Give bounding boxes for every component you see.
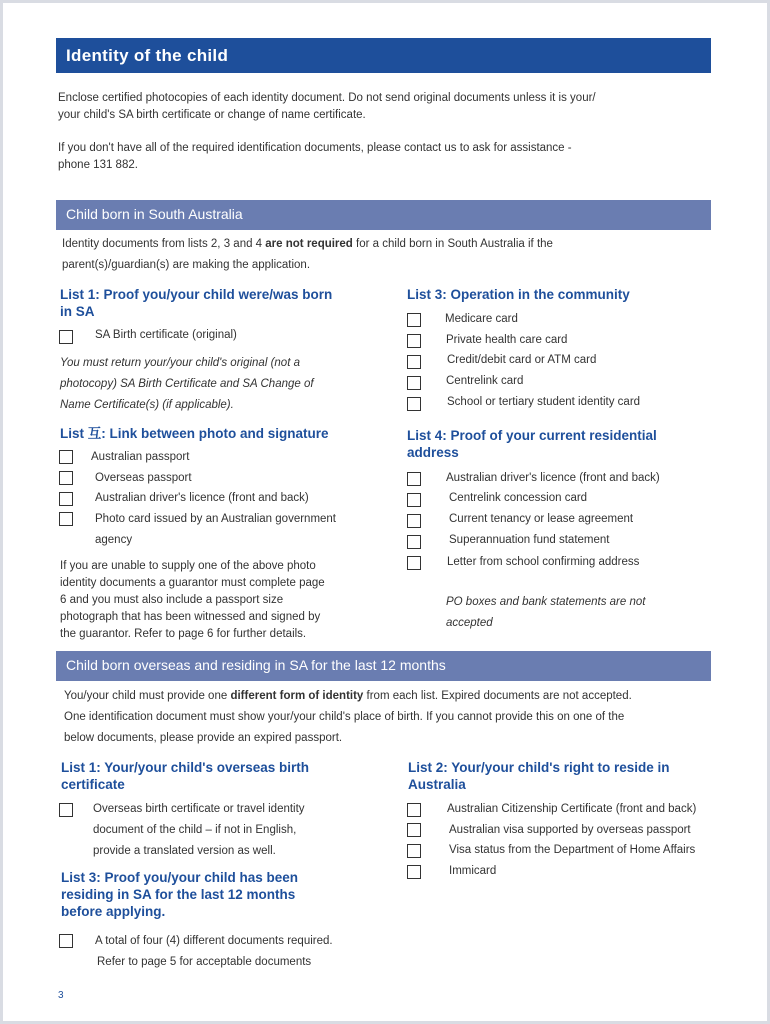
title-line: List 1: Your/your child's overseas birth [61,760,310,775]
checkbox-label: Overseas passport [95,472,192,484]
title-line: residing in SA for the last 12 months [61,887,296,902]
checkbox-label-continued: agency [95,534,133,546]
checkbox-label: Medicare card [445,313,518,325]
checkbox-label: Australian driver's licence (front and back) [446,472,660,484]
checkbox-private-health-card[interactable] [407,334,421,348]
overseas-desc-line [64,686,724,707]
item-line: Overseas birth certificate or travel identity [93,803,305,815]
form-page [3,3,767,1021]
checkbox-label: Current tenancy or lease agreement [449,513,634,525]
overseas-desc-post: from each list. Expired documents are not accepted. [363,690,632,702]
title-line: certificate [61,777,125,792]
page-number: 3 [58,990,64,1001]
checkbox-immicard[interactable] [407,865,421,879]
intro-text [58,90,718,124]
checkbox-label: Australian Citizenship Certificate (front and back) [447,803,697,815]
overseas-list1-title [61,759,381,793]
checkbox-label: SA Birth certificate (original) [95,329,237,341]
checkbox-tenancy-agreement[interactable] [407,514,421,528]
title-line: List 4: Proof of your current residential [407,428,657,443]
note-line: PO boxes and bank statements are not [446,596,646,608]
contact-line: phone 131 882. [58,159,138,171]
checkbox-visa-status[interactable] [407,844,421,858]
checkbox-credit-debit-card[interactable] [407,355,421,369]
overseas-list1-item [93,799,383,862]
note-line: If you are unable to supply one of the above photo [60,560,316,572]
sa-list2-title: List 互: Link between photo and signature [60,426,329,441]
checkbox-label: Australian visa supported by overseas passport [449,824,691,836]
overseas-desc-pre: You/your child must provide one [64,690,231,702]
note-line: the guarantor. Refer to page 6 for further details. [60,628,307,640]
note-line: accepted [446,617,493,629]
title-line: address [407,445,459,460]
title-line: List 2: Your/your child's right to reside in [408,760,670,775]
checkbox-label: Australian passport [91,451,190,463]
title-line: before applying. [61,904,166,919]
checkbox-sa-birth-certificate[interactable] [59,330,73,344]
checkbox-drivers-licence-address[interactable] [407,472,421,486]
sa-description [62,234,722,276]
overseas-desc-line: One identification document must show your/your child's place of birth. If you cannot provide this on one of the [64,711,625,723]
section-title-identity-of-child: Identity of the child [56,38,711,73]
checkbox-label: Credit/debit card or ATM card [447,354,597,366]
sa-list1-title [60,286,380,320]
checkbox-label: Centrelink card [446,375,524,387]
intro-line: Enclose certified photocopies of each identity document. Do not send original documents unless it is your/ [58,92,596,104]
checkbox-australian-passport[interactable] [59,450,73,464]
overseas-list3-title [61,869,381,920]
overseas-list2-title [408,759,718,793]
sa-list2-note [60,558,380,643]
checkbox-label: Superannuation fund statement [449,534,610,546]
title-line: List 3: Proof you/your child has been [61,870,299,885]
title-line: Australia [408,777,466,792]
checkbox-centrelink-concession[interactable] [407,493,421,507]
checkbox-four-documents[interactable] [59,934,73,948]
checkbox-label: Letter from school confirming address [447,556,640,568]
overseas-desc-bold: different form of identity [230,690,364,702]
sa-list4-note [446,592,716,634]
item-line: document of the child – if not in English, [93,824,297,836]
sa-desc-line [62,234,722,255]
checkbox-label: School or tertiary student identity card [447,396,641,408]
item-line: Refer to page 5 for acceptable documents [97,956,312,968]
checkbox-overseas-passport[interactable] [59,471,73,485]
checkbox-label: Photo card issued by an Australian government [95,513,337,525]
checkbox-drivers-licence[interactable] [59,492,73,506]
sa-desc-pre: Identity documents from lists 2, 3 and 4 [62,238,266,250]
note-line: You must return your/your child's original (not a [60,357,300,369]
checkbox-centrelink-card[interactable] [407,376,421,390]
sa-list4-title [407,427,717,461]
overseas-description [64,686,724,749]
sa-list3-title: List 3: Operation in the community [407,287,630,302]
intro-line: your child's SA birth certificate or change of name certificate. [58,109,366,121]
checkbox-label: Visa status from the Department of Home Affairs [449,844,696,856]
note-line: photocopy) SA Birth Certificate and SA Change of [60,378,314,390]
overseas-desc-line: below documents, please provide an expired passport. [64,732,343,744]
checkbox-photo-card[interactable] [59,512,73,526]
sa-desc-bold: are not required [265,238,353,250]
item-line: provide a translated version as well. [93,845,276,857]
checkbox-australian-visa[interactable] [407,823,421,837]
note-line: identity documents a guarantor must complete page [60,577,325,589]
note-line: photograph that has been witnessed and signed by [60,611,321,623]
checkbox-label: Private health care card [446,334,568,346]
checkbox-citizenship-certificate[interactable] [407,803,421,817]
checkbox-medicare-card[interactable] [407,313,421,327]
checkbox-student-id-card[interactable] [407,397,421,411]
item-line: A total of four (4) different documents required. [95,935,333,947]
sa-desc-line: parent(s)/guardian(s) are making the application. [62,259,311,271]
checkbox-label: Australian driver's licence (front and back) [95,492,309,504]
checkbox-label: Centrelink concession card [449,492,588,504]
contact-text [58,140,718,174]
sa-list1-note [60,353,380,416]
checkbox-label: Immicard [449,865,497,877]
title-line: List 1: Proof you/your child were/was born [60,287,333,302]
section-header-born-overseas: Child born overseas and residing in SA for the last 12 months [56,651,711,681]
title-line: in SA [60,304,95,319]
contact-line: If you don't have all of the required identification documents, please contact us to ask for assistance - [58,142,572,154]
checkbox-overseas-birth-certificate[interactable] [59,803,73,817]
section-header-born-in-sa: Child born in South Australia [56,200,711,230]
overseas-list3-item [95,931,395,973]
checkbox-school-letter[interactable] [407,556,421,570]
checkbox-superannuation-statement[interactable] [407,535,421,549]
note-line: 6 and you must also include a passport size [60,594,284,606]
note-line: Name Certificate(s) (if applicable). [60,399,234,411]
sa-desc-post: for a child born in South Australia if the [352,238,553,250]
